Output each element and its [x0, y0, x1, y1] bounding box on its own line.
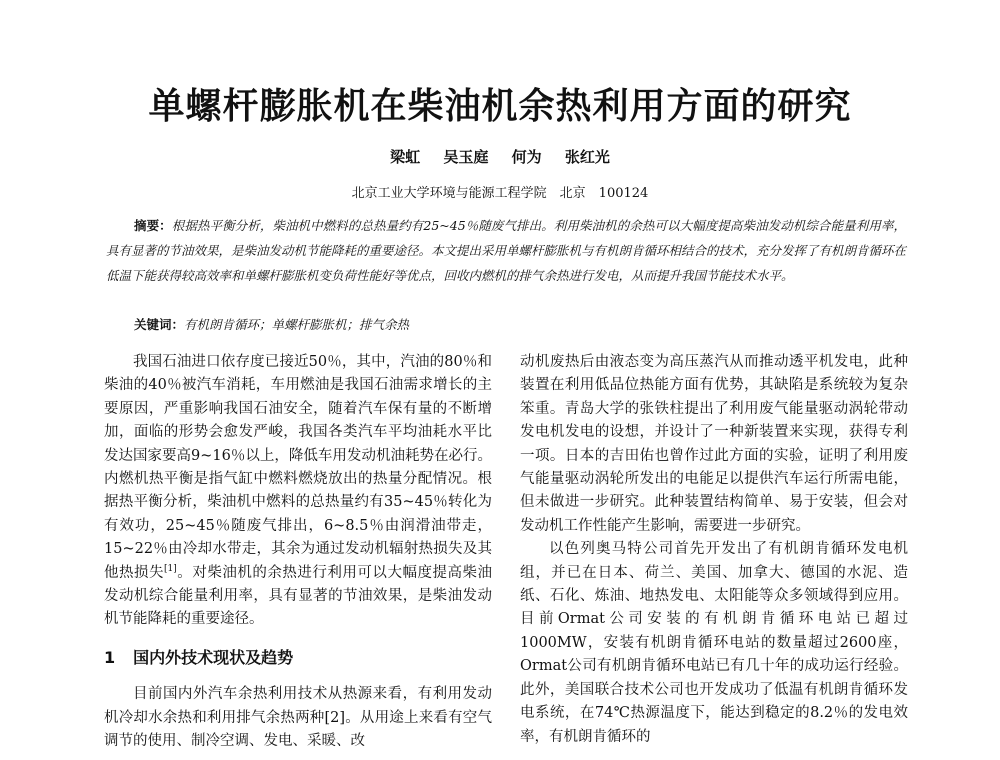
right-column — [520, 351, 908, 749]
section-title: 国内外技术现状及趋势 — [133, 647, 294, 667]
affiliation: 北京工业大学环境与能源工程学院 北京 100124 — [351, 186, 649, 201]
intro-text-b: 。对柴油机的余热进行利用可以大幅度提高柴油发动机综合能量利用率，具有显著的节油效果，是柴油发动机节能降耗的重要途径。 — [104, 564, 493, 628]
intro-paragraph — [104, 351, 492, 632]
page-title: 单螺杆膨胀机在柴油机余热利用方面的研究 — [148, 86, 852, 127]
keywords-text: 有机朗肯循环；单螺杆膨胀机；排气余热 — [184, 317, 410, 332]
citation-ref: [1] — [164, 563, 177, 574]
section-number: 1 — [104, 647, 116, 667]
keywords-label: 关键词： — [134, 317, 185, 332]
intro-text-a: 我国石油进口依存度已接近50％，其中，汽油的80％和柴油的40％被汽车消耗，车用燃油是我国石油需求增长的主要原因，严重影响我国石油安全，随着汽车保有量的不断增加，面临的形势会愈发严峻，我国各类汽车平均油耗水平比发达国家要高9~16％以上，降低车用发动机油耗势在必行。内燃机热平衡是指气缸中燃料燃烧放出的热量分配情况。根据热平衡分析，柴油机中燃料的总热量约有35~45％转化为有效功，25~45％随废气排出，6~8.5％由润滑油带走，15~22％由冷却水带走，其余为通过发动机辐射热损失及其他热损失 — [104, 354, 492, 581]
section-heading — [104, 646, 492, 669]
author-list: 梁虹 吴玉庭 何为 张红光 — [390, 148, 610, 166]
abstract — [106, 213, 906, 288]
keywords — [134, 314, 904, 336]
left-column — [104, 351, 492, 754]
section-paragraph: 目前国内外汽车余热利用技术从热源来看，有利用发动机冷却水余热和利用排气余热两种[2]。从用途上来看有空气调节的使用、制冷空调、发电、采暖、改 — [104, 686, 492, 750]
ormat-paragraph: 以色列奥马特公司首先开发出了有机朗肯循环发电机组，并已在日本、荷兰、美国、加拿大、德国的水泥、造纸、石化、炼油、地热发电、太阳能等众多领域得到应用。目前Ormat公司安装的有机朗肯循环电站已超过1000MW，安装有机朗肯循环电站的数量超过2600座，Ormat公司有机朗肯循环电站已有几十年的成功运行经验。此外，美国联合技术公司也开发成功了低温有机朗肯循环发电系统，在74℃热源温度下，能达到稳定的8.2％的发电效率，有机朗肯循环的 — [520, 541, 908, 745]
continued-paragraph: 动机废热后由液态变为高压蒸汽从而推动透平机发电，此种装置在利用低品位热能方面有优势，其缺陷是系统较为复杂笨重。青岛大学的张铁柱提出了利用废气能量驱动涡轮带动发电机发电的设想，并设计了一种新装置来实现，获得专利一项。日本的吉田佑也曾作过此方面的实验，证明了利用废气能量驱动涡轮所发出的电能足以提供汽车运行所需电能，但未做进一步研究。此种装置结构简单、易于安装，但会对发动机工作性能产生影响，需要进一步研究。 — [520, 354, 908, 534]
abstract-label: 摘要： — [134, 218, 172, 233]
abstract-text: 根据热平衡分析，柴油机中燃料的总热量约有25~45％随废气排出。利用柴油机的余热可以大幅度提高柴油发动机综合能量利用率，具有显著的节油效果，是柴油发动机节能降耗的重要途径。本文提出采用单螺杆膨胀机与有机朗肯循环相结合的技术，充分发挥了有机朗肯循环在低温下能获得较高效率和单螺杆膨胀机变负荷性能好等优点，回收内燃机的排气余热进行发电，从而提升我国节能技术水平。 — [106, 218, 907, 283]
